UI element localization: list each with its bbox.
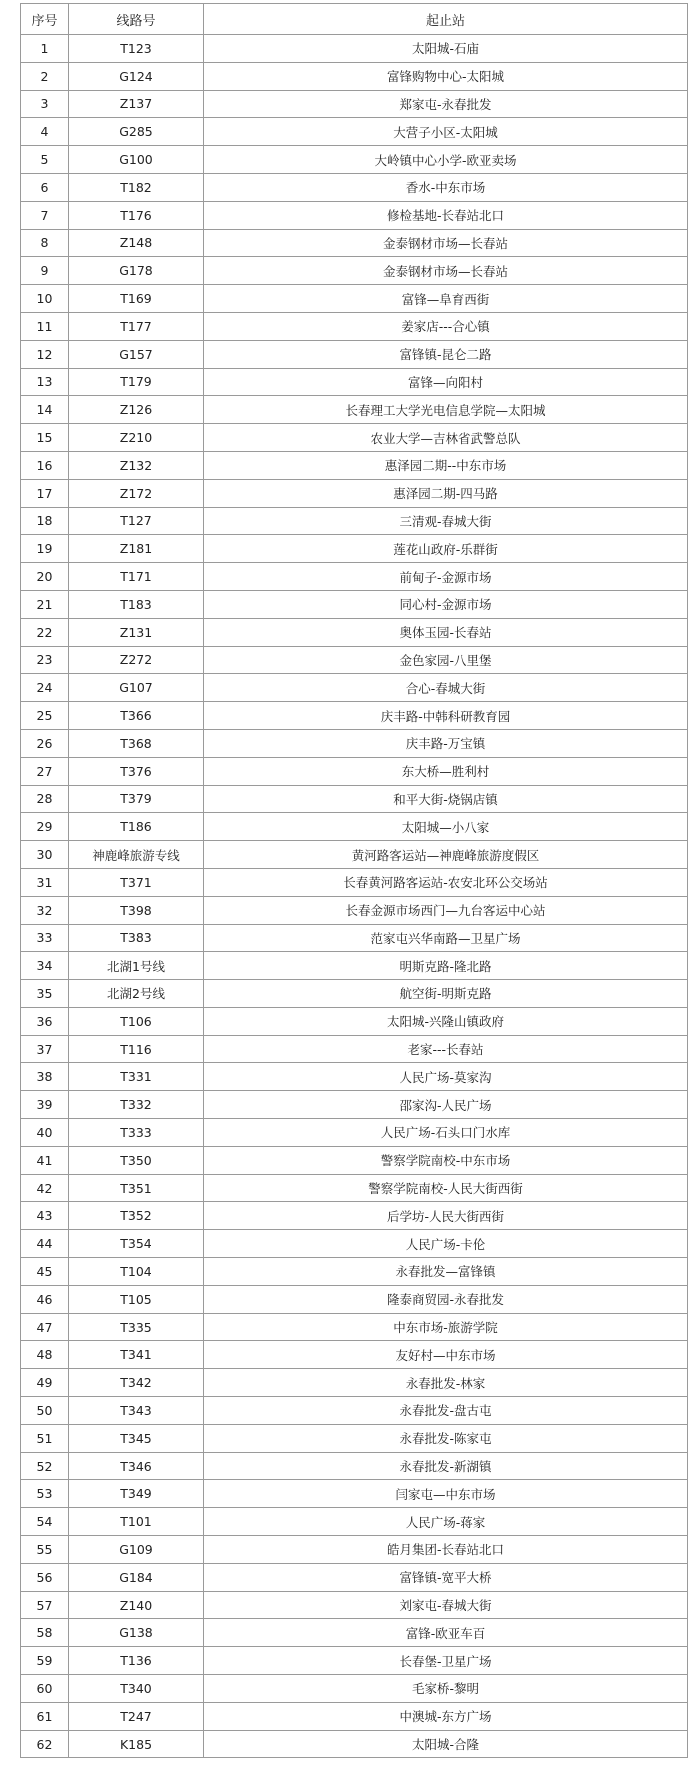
table-row <box>21 1619 688 1647</box>
cell-terminals: 大岭镇中心小学-欧亚卖场 <box>204 146 688 174</box>
table-row <box>21 229 688 257</box>
table-row <box>21 1508 688 1536</box>
table-row <box>21 479 688 507</box>
table-row <box>21 285 688 313</box>
cell-terminals: 富锋购物中心-太阳城 <box>204 62 688 90</box>
cell-terminals: 太阳城-合隆 <box>204 1730 688 1758</box>
cell-terminals: 永春批发-陈家屯 <box>204 1424 688 1452</box>
cell-index: 23 <box>21 646 69 674</box>
routes-table-container <box>20 3 687 1758</box>
table-row <box>21 1480 688 1508</box>
cell-route-number: G157 <box>69 340 204 368</box>
table-row <box>21 312 688 340</box>
cell-route-number: T346 <box>69 1452 204 1480</box>
cell-route-number: Z137 <box>69 90 204 118</box>
cell-route-number: T371 <box>69 868 204 896</box>
cell-route-number: T335 <box>69 1313 204 1341</box>
cell-index: 2 <box>21 62 69 90</box>
cell-index: 16 <box>21 451 69 479</box>
table-row <box>21 868 688 896</box>
table-row <box>21 173 688 201</box>
cell-terminals: 富锋—向阳村 <box>204 368 688 396</box>
table-row <box>21 146 688 174</box>
table-row <box>21 1119 688 1147</box>
cell-terminals: 莲花山政府-乐群街 <box>204 535 688 563</box>
cell-route-number: T183 <box>69 590 204 618</box>
cell-index: 61 <box>21 1702 69 1730</box>
table-row <box>21 702 688 730</box>
cell-index: 27 <box>21 757 69 785</box>
table-header <box>21 4 688 35</box>
cell-route-number: T345 <box>69 1424 204 1452</box>
cell-index: 53 <box>21 1480 69 1508</box>
cell-terminals: 永春批发—富锋镇 <box>204 1258 688 1286</box>
table-row <box>21 563 688 591</box>
table-row <box>21 646 688 674</box>
table-row <box>21 35 688 63</box>
table-row <box>21 118 688 146</box>
cell-index: 51 <box>21 1424 69 1452</box>
header-terminals: 起止站 <box>204 4 688 35</box>
table-row <box>21 1563 688 1591</box>
cell-terminals: 香水-中东市场 <box>204 173 688 201</box>
table-body <box>21 35 688 1758</box>
cell-terminals: 毛家桥-黎明 <box>204 1675 688 1703</box>
table-row <box>21 1591 688 1619</box>
cell-terminals: 富锋镇-昆仑二路 <box>204 340 688 368</box>
cell-index: 34 <box>21 952 69 980</box>
table-row <box>21 1285 688 1313</box>
cell-route-number: T351 <box>69 1174 204 1202</box>
table-row <box>21 257 688 285</box>
cell-route-number: T343 <box>69 1397 204 1425</box>
table-row <box>21 757 688 785</box>
cell-terminals: 长春堡-卫星广场 <box>204 1647 688 1675</box>
cell-terminals: 友好村—中东市场 <box>204 1341 688 1369</box>
cell-route-number: T341 <box>69 1341 204 1369</box>
table-row <box>21 952 688 980</box>
table-row <box>21 340 688 368</box>
table-row <box>21 1424 688 1452</box>
cell-index: 3 <box>21 90 69 118</box>
cell-index: 46 <box>21 1285 69 1313</box>
cell-terminals: 庆丰路-中韩科研教育园 <box>204 702 688 730</box>
cell-route-number: Z148 <box>69 229 204 257</box>
cell-terminals: 农业大学—吉林省武警总队 <box>204 424 688 452</box>
cell-route-number: T116 <box>69 1035 204 1063</box>
table-row <box>21 1007 688 1035</box>
cell-terminals: 人民广场-石头口门水库 <box>204 1119 688 1147</box>
cell-terminals: 金色家园-八里堡 <box>204 646 688 674</box>
cell-index: 41 <box>21 1146 69 1174</box>
cell-route-number: G124 <box>69 62 204 90</box>
cell-terminals: 老家---长春站 <box>204 1035 688 1063</box>
cell-index: 37 <box>21 1035 69 1063</box>
cell-terminals: 修检基地-长春站北口 <box>204 201 688 229</box>
cell-terminals: 闫家屯—中东市场 <box>204 1480 688 1508</box>
cell-terminals: 后学坊-人民大街西街 <box>204 1202 688 1230</box>
table-row <box>21 507 688 535</box>
cell-index: 4 <box>21 118 69 146</box>
cell-terminals: 太阳城-兴隆山镇政府 <box>204 1007 688 1035</box>
cell-terminals: 中澳城-东方广场 <box>204 1702 688 1730</box>
cell-index: 40 <box>21 1119 69 1147</box>
cell-route-number: T368 <box>69 729 204 757</box>
cell-index: 18 <box>21 507 69 535</box>
cell-terminals: 惠泽园二期--中东市场 <box>204 451 688 479</box>
cell-terminals: 人民广场-莫家沟 <box>204 1063 688 1091</box>
cell-route-number: T366 <box>69 702 204 730</box>
cell-index: 32 <box>21 896 69 924</box>
cell-terminals: 航空街-明斯克路 <box>204 980 688 1008</box>
header-route-number: 线路号 <box>69 4 204 35</box>
table-row <box>21 590 688 618</box>
cell-route-number: T332 <box>69 1091 204 1119</box>
table-row <box>21 618 688 646</box>
cell-terminals: 黄河路客运站—神鹿峰旅游度假区 <box>204 841 688 869</box>
cell-route-number: T342 <box>69 1369 204 1397</box>
table-row <box>21 1063 688 1091</box>
bus-routes-table <box>20 3 688 1758</box>
cell-terminals: 前甸子-金源市场 <box>204 563 688 591</box>
cell-index: 54 <box>21 1508 69 1536</box>
cell-index: 59 <box>21 1647 69 1675</box>
cell-route-number: 神鹿峰旅游专线 <box>69 841 204 869</box>
table-row <box>21 1202 688 1230</box>
cell-terminals: 永春批发-林家 <box>204 1369 688 1397</box>
cell-terminals: 大营子小区-太阳城 <box>204 118 688 146</box>
table-row <box>21 1536 688 1564</box>
cell-terminals: 警察学院南校-中东市场 <box>204 1146 688 1174</box>
cell-terminals: 警察学院南校-人民大街西街 <box>204 1174 688 1202</box>
header-row <box>21 4 688 35</box>
cell-index: 5 <box>21 146 69 174</box>
table-row <box>21 1369 688 1397</box>
cell-index: 52 <box>21 1452 69 1480</box>
cell-index: 48 <box>21 1341 69 1369</box>
cell-route-number: G285 <box>69 118 204 146</box>
cell-index: 49 <box>21 1369 69 1397</box>
table-row <box>21 201 688 229</box>
cell-index: 8 <box>21 229 69 257</box>
cell-index: 42 <box>21 1174 69 1202</box>
table-row <box>21 1397 688 1425</box>
cell-terminals: 惠泽园二期-四马路 <box>204 479 688 507</box>
cell-route-number: T186 <box>69 813 204 841</box>
table-row <box>21 1702 688 1730</box>
table-row <box>21 896 688 924</box>
cell-index: 17 <box>21 479 69 507</box>
cell-terminals: 范家屯兴华南路—卫星广场 <box>204 924 688 952</box>
cell-index: 45 <box>21 1258 69 1286</box>
cell-route-number: T104 <box>69 1258 204 1286</box>
cell-route-number: T340 <box>69 1675 204 1703</box>
table-row <box>21 674 688 702</box>
cell-terminals: 太阳城—小八家 <box>204 813 688 841</box>
cell-route-number: 北湖2号线 <box>69 980 204 1008</box>
cell-index: 29 <box>21 813 69 841</box>
cell-route-number: T350 <box>69 1146 204 1174</box>
cell-index: 39 <box>21 1091 69 1119</box>
cell-route-number: T171 <box>69 563 204 591</box>
cell-index: 58 <box>21 1619 69 1647</box>
cell-route-number: T182 <box>69 173 204 201</box>
cell-route-number: T331 <box>69 1063 204 1091</box>
cell-route-number: T123 <box>69 35 204 63</box>
table-row <box>21 1174 688 1202</box>
cell-index: 38 <box>21 1063 69 1091</box>
cell-terminals: 邵家沟-人民广场 <box>204 1091 688 1119</box>
cell-index: 21 <box>21 590 69 618</box>
table-row <box>21 1035 688 1063</box>
cell-terminals: 永春批发-盘古屯 <box>204 1397 688 1425</box>
cell-index: 26 <box>21 729 69 757</box>
cell-route-number: T177 <box>69 312 204 340</box>
cell-index: 50 <box>21 1397 69 1425</box>
cell-terminals: 金泰钢材市场—长春站 <box>204 229 688 257</box>
table-row <box>21 1675 688 1703</box>
cell-route-number: T176 <box>69 201 204 229</box>
cell-index: 19 <box>21 535 69 563</box>
cell-index: 28 <box>21 785 69 813</box>
cell-terminals: 合心-春城大街 <box>204 674 688 702</box>
cell-route-number: T333 <box>69 1119 204 1147</box>
cell-terminals: 刘家屯-春城大街 <box>204 1591 688 1619</box>
cell-route-number: Z210 <box>69 424 204 452</box>
cell-index: 13 <box>21 368 69 396</box>
table-row <box>21 841 688 869</box>
cell-terminals: 金泰钢材市场—长春站 <box>204 257 688 285</box>
cell-terminals: 长春黄河路客运站-农安北环公交场站 <box>204 868 688 896</box>
cell-terminals: 人民广场-卡伦 <box>204 1230 688 1258</box>
cell-index: 6 <box>21 173 69 201</box>
cell-terminals: 奥体玉园-长春站 <box>204 618 688 646</box>
header-index: 序号 <box>21 4 69 35</box>
cell-index: 14 <box>21 396 69 424</box>
table-row <box>21 1313 688 1341</box>
table-row <box>21 1647 688 1675</box>
cell-terminals: 庆丰路-万宝镇 <box>204 729 688 757</box>
cell-route-number: T169 <box>69 285 204 313</box>
cell-index: 33 <box>21 924 69 952</box>
cell-index: 35 <box>21 980 69 1008</box>
cell-route-number: T105 <box>69 1285 204 1313</box>
cell-index: 31 <box>21 868 69 896</box>
cell-route-number: G109 <box>69 1536 204 1564</box>
table-row <box>21 1230 688 1258</box>
table-row <box>21 813 688 841</box>
cell-terminals: 永春批发-新湖镇 <box>204 1452 688 1480</box>
cell-index: 47 <box>21 1313 69 1341</box>
cell-route-number: T376 <box>69 757 204 785</box>
table-row <box>21 729 688 757</box>
cell-index: 9 <box>21 257 69 285</box>
cell-index: 60 <box>21 1675 69 1703</box>
cell-route-number: G100 <box>69 146 204 174</box>
cell-index: 44 <box>21 1230 69 1258</box>
table-row <box>21 785 688 813</box>
cell-route-number: T136 <box>69 1647 204 1675</box>
cell-terminals: 太阳城-石庙 <box>204 35 688 63</box>
cell-route-number: Z181 <box>69 535 204 563</box>
cell-index: 62 <box>21 1730 69 1758</box>
cell-terminals: 长春金源市场西门—九台客运中心站 <box>204 896 688 924</box>
cell-route-number: T179 <box>69 368 204 396</box>
cell-route-number: T379 <box>69 785 204 813</box>
cell-index: 20 <box>21 563 69 591</box>
table-row <box>21 1730 688 1758</box>
cell-route-number: G138 <box>69 1619 204 1647</box>
cell-route-number: G107 <box>69 674 204 702</box>
cell-terminals: 人民广场-蒋家 <box>204 1508 688 1536</box>
table-row <box>21 368 688 396</box>
cell-index: 30 <box>21 841 69 869</box>
table-row <box>21 1452 688 1480</box>
table-row <box>21 1341 688 1369</box>
cell-terminals: 长春理工大学光电信息学院—太阳城 <box>204 396 688 424</box>
table-row <box>21 1146 688 1174</box>
cell-route-number: Z140 <box>69 1591 204 1619</box>
cell-index: 43 <box>21 1202 69 1230</box>
table-row <box>21 1091 688 1119</box>
cell-index: 1 <box>21 35 69 63</box>
table-row <box>21 396 688 424</box>
cell-index: 24 <box>21 674 69 702</box>
cell-route-number: Z132 <box>69 451 204 479</box>
cell-index: 25 <box>21 702 69 730</box>
cell-index: 15 <box>21 424 69 452</box>
table-row <box>21 90 688 118</box>
cell-terminals: 隆泰商贸园-永春批发 <box>204 1285 688 1313</box>
cell-route-number: K185 <box>69 1730 204 1758</box>
cell-terminals: 姜家店---合心镇 <box>204 312 688 340</box>
cell-route-number: T247 <box>69 1702 204 1730</box>
cell-terminals: 富锋镇-宽平大桥 <box>204 1563 688 1591</box>
table-row <box>21 451 688 479</box>
cell-route-number: Z272 <box>69 646 204 674</box>
table-row <box>21 980 688 1008</box>
cell-route-number: G184 <box>69 1563 204 1591</box>
cell-terminals: 和平大街-烧锅店镇 <box>204 785 688 813</box>
cell-route-number: T349 <box>69 1480 204 1508</box>
cell-terminals: 皓月集团-长春站北口 <box>204 1536 688 1564</box>
cell-route-number: T398 <box>69 896 204 924</box>
cell-route-number: Z131 <box>69 618 204 646</box>
cell-terminals: 郑家屯-永春批发 <box>204 90 688 118</box>
cell-index: 10 <box>21 285 69 313</box>
cell-route-number: T354 <box>69 1230 204 1258</box>
cell-route-number: T106 <box>69 1007 204 1035</box>
cell-terminals: 三清观-春城大街 <box>204 507 688 535</box>
cell-index: 7 <box>21 201 69 229</box>
cell-index: 22 <box>21 618 69 646</box>
cell-terminals: 同心村-金源市场 <box>204 590 688 618</box>
cell-index: 56 <box>21 1563 69 1591</box>
cell-route-number: Z126 <box>69 396 204 424</box>
cell-terminals: 中东市场-旅游学院 <box>204 1313 688 1341</box>
cell-route-number: Z172 <box>69 479 204 507</box>
table-row <box>21 535 688 563</box>
table-row <box>21 62 688 90</box>
table-row <box>21 924 688 952</box>
cell-index: 57 <box>21 1591 69 1619</box>
cell-route-number: T383 <box>69 924 204 952</box>
cell-route-number: 北湖1号线 <box>69 952 204 980</box>
table-row <box>21 1258 688 1286</box>
cell-route-number: T127 <box>69 507 204 535</box>
cell-route-number: G178 <box>69 257 204 285</box>
cell-route-number: T352 <box>69 1202 204 1230</box>
cell-index: 55 <box>21 1536 69 1564</box>
cell-terminals: 富锋-欧亚车百 <box>204 1619 688 1647</box>
cell-route-number: T101 <box>69 1508 204 1536</box>
cell-terminals: 东大桥—胜利村 <box>204 757 688 785</box>
cell-index: 36 <box>21 1007 69 1035</box>
table-row <box>21 424 688 452</box>
cell-terminals: 富锋—阜育西街 <box>204 285 688 313</box>
cell-index: 11 <box>21 312 69 340</box>
cell-index: 12 <box>21 340 69 368</box>
cell-terminals: 明斯克路-隆北路 <box>204 952 688 980</box>
